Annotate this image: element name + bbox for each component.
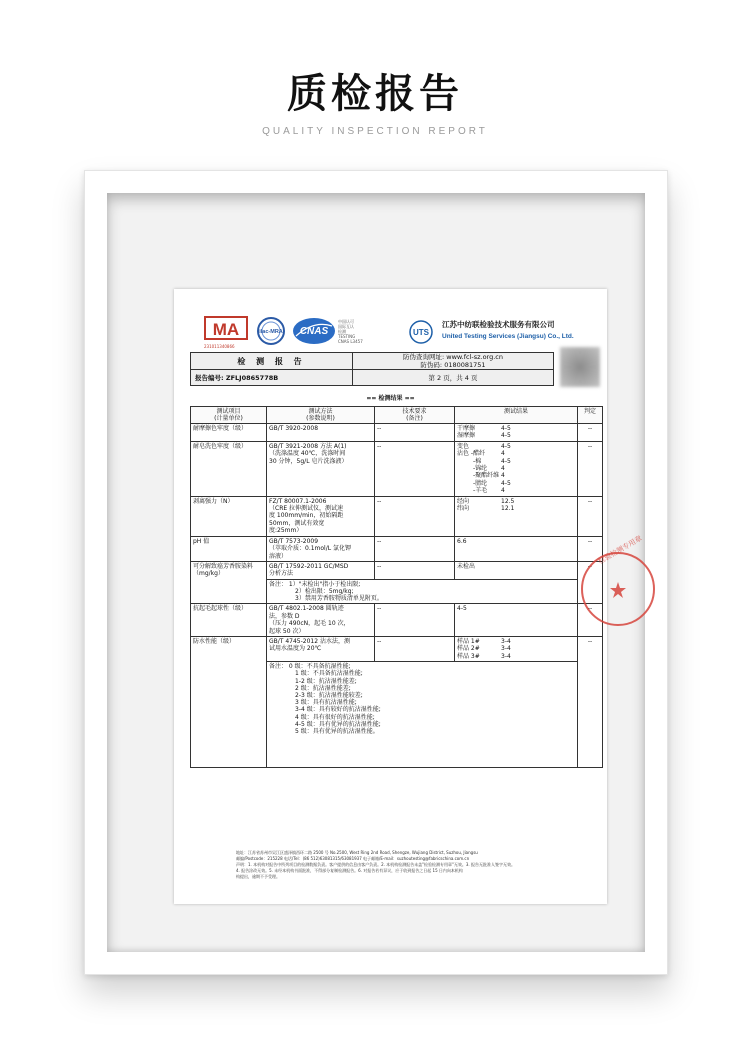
table-row: [191, 441, 603, 496]
result-line: [457, 563, 575, 570]
photo-frame: [84, 170, 668, 975]
method-cell: [267, 424, 375, 442]
result-label: 变色: [457, 442, 470, 450]
note-line: 4 级：具有很好的抗沾湿性能;: [295, 713, 375, 721]
result-value: 4-5: [501, 425, 511, 432]
requirement-cell: --: [375, 604, 455, 637]
table-row: [191, 536, 603, 561]
report-number: ZFLJ0865778B: [225, 374, 279, 382]
method-line: 试用水温度为 20℃: [269, 645, 322, 653]
judgement-cell: --: [578, 604, 603, 637]
result-value: [501, 538, 527, 545]
judgement-cell: --: [578, 496, 603, 536]
page-info: 第 2 页，共 4 页: [353, 370, 554, 386]
document-footer: [236, 850, 566, 880]
header-item-line: (计量单位): [214, 415, 243, 422]
result-label: 干摩擦: [457, 425, 476, 432]
result-value: 3-4: [501, 645, 511, 653]
result-label: -棉: [473, 457, 482, 465]
method-cell: [267, 441, 375, 496]
note-line: 3 级：具有抗沾湿性能;: [295, 699, 357, 707]
cnas-caption-line: TESTING: [338, 334, 356, 339]
note-line: 1-2 级：抗沾湿性能差;: [295, 677, 357, 685]
note-line: 2-3 级：抗沾湿性能较差;: [295, 691, 363, 699]
table-row: [191, 636, 603, 661]
footer-line: 构提出，逾期不予受理。: [236, 874, 280, 879]
footer-line: 4. 报告涂改无效。5. 未经本机构书面批准，不得部分复制检测报告。6. 对报告若有异议，应于收到报告之日起 15 日内向本机构: [236, 868, 463, 873]
item-cell: 耐皂洗色牢度（级）: [191, 441, 267, 496]
stamp-text: 检验检测专用章: [597, 534, 644, 566]
result-line: [457, 538, 575, 545]
header-judgement: 判定: [578, 407, 603, 424]
result-cell: [455, 536, 578, 561]
qr-code-blurred: [560, 347, 600, 387]
result-line: [457, 653, 575, 660]
result-value: 12.1: [501, 505, 515, 513]
result-cell: [455, 424, 578, 442]
result-cell: [455, 441, 578, 496]
item-cell: 防水性能（级）: [191, 636, 267, 767]
method-line: 度 100mm/min，初始隔距: [269, 512, 344, 520]
cnas-caption: [338, 319, 363, 344]
method-line: （洗涤温度 40℃，洗涤时间: [269, 450, 346, 458]
result-label: 样品 3#: [457, 652, 480, 660]
requirement-cell: --: [375, 496, 455, 536]
inspection-stamp-icon: [570, 534, 644, 634]
result-label: 经向: [457, 497, 470, 505]
note-cell: [267, 662, 578, 768]
method-cell: [267, 636, 375, 661]
cnas-caption-line: 中国认可: [338, 319, 354, 324]
result-label: -羊毛: [473, 487, 488, 495]
note-line: 4-5 级：具有优异的抗沾湿性能;: [295, 720, 381, 728]
judgement-cell: --: [578, 561, 603, 603]
ilac-mra-logo-icon: [254, 316, 288, 346]
result-label: -锦纶: [473, 465, 488, 473]
verify-code: 0180081751: [444, 361, 486, 369]
result-value: 3-4: [501, 637, 511, 645]
verify-code-label: 防伪码:: [420, 361, 443, 369]
result-line: [457, 645, 575, 652]
method-line: GB/T 7573-2009: [269, 537, 319, 545]
method-line: （萃取介质：0.1mol/L 氯化钾: [269, 545, 351, 553]
header-requirement: [375, 407, 455, 424]
verify-code-line: [357, 361, 549, 369]
method-line: GB/T 4802.1-2008 圆轨迹: [269, 605, 344, 613]
result-cell: [455, 636, 578, 661]
ilac-logo-text: ilac-MRA: [259, 329, 283, 335]
result-value: 4-5: [501, 457, 511, 465]
method-line: 度:25mm）: [269, 527, 303, 535]
result-value: 4-5: [501, 432, 511, 440]
uts-logo-icon: [406, 319, 436, 345]
cnas-caption-line: 检测: [338, 329, 346, 334]
judgement-cell: --: [578, 441, 603, 496]
note-line: 3-4 级：具有较好的抗沾湿性能;: [295, 706, 381, 714]
result-value: 4: [501, 465, 505, 473]
company-name-en: United Testing Services (Jiangsu) Co., Ltd.: [442, 333, 574, 340]
result-value: [501, 563, 527, 570]
method-line: 起球 50 次）: [269, 627, 305, 635]
table-row: [191, 424, 603, 442]
judgement-cell: --: [578, 424, 603, 442]
method-cell: [267, 561, 375, 579]
result-line: [457, 472, 575, 479]
result-line: [457, 498, 575, 505]
note-line: 5 级：具有优异的抗沾湿性能。: [295, 728, 379, 735]
page-title: 质检报告: [287, 71, 463, 117]
result-label: 样品 2#: [457, 645, 480, 653]
requirement-cell: --: [375, 441, 455, 496]
item-cell: 剥离强力（N）: [191, 496, 267, 536]
result-line: [457, 450, 575, 457]
result-value: 4: [501, 487, 505, 495]
note-line: 2 级：抗沾湿性能差;: [295, 684, 351, 692]
table-row: [191, 604, 603, 637]
requirement-cell: --: [375, 561, 455, 579]
result-label: 纬向: [457, 505, 470, 513]
item-cell: pH 值: [191, 536, 267, 561]
cma-logo-text: MA: [212, 320, 240, 339]
result-cell: [455, 604, 578, 637]
verify-site-line: [357, 353, 549, 361]
method-line: GB/T 4745-2012 沾水法，测: [269, 637, 350, 645]
verify-site: www.fcl-sz.org.cn: [446, 353, 503, 361]
item-cell: 抗起毛起球性（级）: [191, 604, 267, 637]
footer-line: 地址：江苏省苏州市吴江区盛泽镇西环二路 2500 号 No.2500, West Ring 2nd Road, Shengze, Wujiang District, Suzhou, Jiangsu: [236, 850, 478, 855]
report-document: [174, 289, 644, 904]
report-title: 检 测 报 告: [191, 353, 353, 370]
method-line: GB/T 17592-2011 GC/MSD: [269, 562, 349, 570]
method-line: 30 分钟，5g/L 皂片洗涤液）: [269, 457, 348, 465]
result-line: [457, 487, 575, 494]
item-cell: 可分解致癌芳香胺染料（mg/kg）: [191, 561, 267, 603]
footer-line: 声明：1. 本机构对报告中所列项目的检测数据负责。客户提供的信息由客户负责。2. 本机构检测报告未盖"检验检测专用章"无效。3. 报告无批准人签字无效。: [236, 862, 515, 867]
result-value: 3-4: [501, 652, 511, 660]
cma-code: 231011340866: [204, 344, 235, 349]
note-line: 备注： 0 级：不具备抗湿性能;: [269, 663, 351, 671]
requirement-cell: --: [375, 636, 455, 661]
footer-line: 邮编/Postcode：215228 电话/Tel：(86 512)63081315/63081937 电子邮箱/E-mail：suzhoutesting@fabricschina.com.cn: [236, 856, 470, 861]
result-label: 湿摩擦: [457, 432, 476, 440]
uts-logo-text: UTS: [413, 328, 429, 337]
result-value: 4: [501, 472, 505, 480]
note-line: 1 级：不具备抗沾湿性能;: [295, 670, 363, 678]
method-line: 50mm，测试有效宽: [269, 519, 325, 527]
method-line: GB/T 3920-2008: [269, 425, 319, 432]
judgement-cell: --: [578, 536, 603, 561]
result-line: [457, 605, 575, 612]
header-result: 测试结果: [455, 407, 578, 424]
frame-mat: [107, 193, 645, 952]
verify-info: [353, 353, 554, 370]
header-method: [267, 407, 375, 424]
result-label: 样品 1#: [457, 637, 480, 645]
result-label: 未检出: [457, 562, 476, 570]
result-value: [501, 605, 527, 612]
result-label: -聚酯纤维: [473, 472, 500, 480]
method-line: GB/T 3921-2008 方法 A(1): [269, 442, 347, 450]
method-line: 溶液）: [269, 552, 288, 560]
results-heading: == 检测结果 ==: [366, 395, 415, 402]
result-line: [457, 458, 575, 465]
cnas-caption-line: CNAS L3457: [338, 339, 363, 344]
header-requirement-line: (备注): [406, 415, 423, 422]
report-number-label: 报告编号:: [195, 374, 224, 382]
cnas-logo-text: CNAS: [299, 326, 329, 337]
header-method-line: 测试方法: [308, 408, 333, 415]
item-cell: 耐摩擦色牢度（级）: [191, 424, 267, 442]
cnas-logo-icon: [292, 316, 336, 346]
note-line: 2）检出限：5mg/kg;: [295, 587, 354, 595]
header-item-line: 测试项目: [216, 408, 241, 415]
result-label: 沾色 -醋纤: [457, 450, 486, 458]
table-row: [191, 496, 603, 536]
method-line: （CRE 拉伸测试仪，测试速: [269, 505, 344, 513]
verify-site-label: 防伪查询网址:: [403, 353, 445, 361]
method-line: 分析方法: [269, 570, 294, 578]
result-line: [457, 432, 575, 439]
header-method-line: (参数说明): [306, 415, 335, 422]
result-value: 4: [501, 450, 505, 458]
note-line: 3）禁用芳香胺物质清单见附页。: [295, 595, 383, 603]
company-name-cn: 江苏中纺联检验技术服务有限公司: [442, 320, 555, 329]
method-line: FZ/T 80007.1-2006: [269, 497, 327, 505]
table-row: [191, 561, 603, 579]
result-line: [457, 505, 575, 512]
result-value: 4-5: [501, 442, 511, 450]
page-subtitle: QUALITY INSPECTION REPORT: [262, 126, 488, 137]
method-line: 法，参数 D: [269, 612, 300, 620]
method-line: （压力 490cN，起毛 10 次，: [269, 620, 350, 628]
result-cell: [455, 496, 578, 536]
requirement-cell: --: [375, 424, 455, 442]
header-requirement-line: 技术要求: [402, 408, 427, 415]
result-value: 12.5: [501, 497, 515, 505]
cnas-caption-line: 国际互认: [338, 324, 354, 329]
result-cell: [455, 561, 578, 579]
report-number-cell: [191, 370, 353, 386]
note-line: 备注： 1）"未检出"指小于检出限;: [269, 580, 361, 588]
result-value: 4-5: [501, 479, 511, 487]
result-label: 6.6: [457, 537, 467, 545]
requirement-cell: --: [375, 536, 455, 561]
result-label: 4-5: [457, 605, 467, 613]
judgement-cell: --: [578, 636, 603, 767]
method-cell: [267, 536, 375, 561]
method-cell: [267, 496, 375, 536]
results-table: [190, 406, 603, 768]
method-cell: [267, 604, 375, 637]
header-item: [191, 407, 267, 424]
report-header-table: [190, 352, 554, 386]
note-cell: [267, 579, 578, 604]
result-label: -腈纶: [473, 479, 488, 487]
